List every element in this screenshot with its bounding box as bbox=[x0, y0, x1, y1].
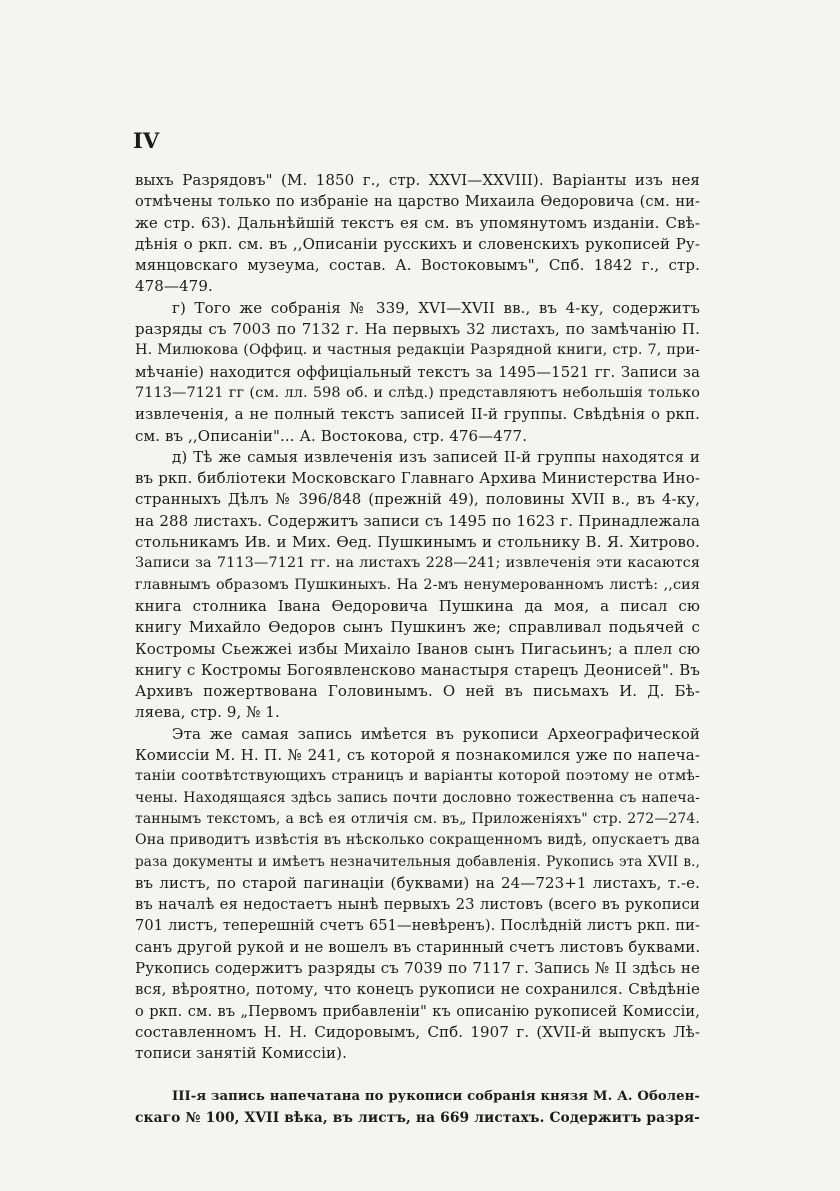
text-line: въ листъ, по старой пагинаціи (буквами) на 24—723+1 листахъ, т.-е. bbox=[135, 873, 700, 892]
text-line: странныхъ Дѣлъ № 396/848 (прежній 49), половины XVII в., въ 4-ку, bbox=[135, 490, 700, 509]
text-line: книга столника Івана Ѳедоровича Пушкина да моя, а писал сю bbox=[135, 596, 700, 615]
text-line: Она приводитъ извѣстія въ нѣсколько сокращенномъ видѣ, опускаетъ два bbox=[135, 832, 700, 849]
text-line: мѣчаніе) находится оффиціальный текстъ за 1495—1521 гг. Записи за bbox=[135, 363, 700, 381]
text-line: Комиссіи М. Н. П. № 241, съ которой я познакомился уже по напеча- bbox=[135, 746, 700, 765]
text-line: Записи за 7113—7121 гг. на листахъ 228—241; извлеченія эти касаются bbox=[135, 555, 700, 572]
text-line: тописи занятій Комиссіи). bbox=[135, 1044, 347, 1063]
text-line: см. въ ,,Описаніи"... А. Востокова, стр. 476—477. bbox=[135, 426, 528, 445]
text-line: г) Того же собранія № 339, XVI—XVII вв., въ 4-ку, содержитъ bbox=[172, 298, 700, 317]
text-line: стольникамъ Ив. и Мих. Ѳед. Пушкинымъ и стольнику В. Я. Хитрово. bbox=[135, 533, 700, 552]
paragraph-gap bbox=[135, 1064, 700, 1086]
body-text bbox=[135, 170, 700, 1129]
text-line: раза документы и имѣетъ незначительныя добавленія. Рукопись эта XVII в., bbox=[135, 853, 700, 870]
text-line: вся, вѣроятно, потому, что конецъ рукописи не сохранился. Свѣдѣніе bbox=[135, 980, 700, 999]
text-line: разряды съ 7003 по 7132 г. На первыхъ 32 листахъ, по замѣчанію П. bbox=[135, 320, 700, 339]
text-line: извлеченія, а не полный текстъ записей II-й группы. Свѣдѣнія о ркп. bbox=[135, 405, 700, 424]
page-number: IV bbox=[133, 128, 160, 153]
text-line: мянцовскаго музеума, состав. А. Востоковымъ", Спб. 1842 г., стр. bbox=[135, 256, 700, 275]
text-line: Н. Милюкова (Оффиц. и частныя редакціи Разрядной книги, стр. 7, при- bbox=[135, 342, 700, 359]
text-line: Костромы Сьежжеі избы Михаіло Іванов сынъ Пигасьинъ; а плел сю bbox=[135, 639, 700, 658]
text-line: 478—479. bbox=[135, 277, 213, 296]
text-line: книгу с Костромы Богоявленсково манастыря старецъ Деонисей". Въ bbox=[135, 660, 700, 679]
text-line: отмѣчены только по избраніе на царство Михаила Ѳедоровича (см. ни- bbox=[135, 193, 700, 211]
text-line: Эта же самая запись имѣется въ рукописи Археографической bbox=[172, 724, 700, 743]
text-line: чены. Находящаяся здѣсь запись почти дословно тожественна съ напеча- bbox=[135, 789, 700, 806]
text-line: выхъ Разрядовъ" (М. 1850 г., стр. XXVI—XXVIII). Варіанты изъ нея bbox=[135, 171, 700, 189]
text-line: 7113—7121 гг (см. лл. 598 об. и слѣд.) представляютъ небольшія только bbox=[135, 384, 700, 401]
text-line: III-я запись напечатана по рукописи собранія князя М. А. Оболен- bbox=[172, 1089, 700, 1105]
text-line: главнымъ образомъ Пушкиныхъ. На 2-мъ ненумерованномъ листѣ: ,,сия bbox=[135, 576, 700, 593]
text-line: таніи соотвѣтствующихъ страницъ и варіанты которой поэтому не отмѣ- bbox=[135, 768, 700, 785]
text-line: таннымъ текстомъ, а всѣ ея отличія см. въ„ Приложеніяхъ" стр. 272—274. bbox=[135, 810, 700, 827]
text-line: д) Тѣ же самыя извлеченія изъ записей II-й группы находятся и bbox=[172, 447, 700, 466]
text-line: составленномъ Н. Н. Сидоровымъ, Спб. 1907 г. (XVII-й выпускъ Лѣ- bbox=[135, 1022, 700, 1041]
text-line: санъ другой рукой и не вошелъ въ старинный счетъ листовъ буквами. bbox=[135, 937, 701, 956]
text-line: скаго № 100, XVII вѣка, въ листъ, на 669 листахъ. Содержитъ разря- bbox=[135, 1109, 700, 1126]
text-line: же стр. 63). Дальнѣйшій текстъ ея см. въ упомянутомъ изданіи. Свѣ- bbox=[135, 213, 700, 232]
text-line: Архивъ пожертвована Головинымъ. О ней въ письмахъ И. Д. Бѣ- bbox=[135, 682, 700, 701]
text-line: ляева, стр. 9, № 1. bbox=[135, 703, 280, 722]
text-line: Рукопись содержитъ разряды съ 7039 по 7117 г. Запись № II здѣсь не bbox=[135, 958, 700, 977]
text-line: въ ркп. библіотеки Московскаго Главнаго Архива Министерства Ино- bbox=[135, 469, 700, 488]
text-line: 701 листъ, теперешній счетъ 651—невѣренъ). Послѣдній листъ ркп. пи- bbox=[135, 917, 700, 935]
text-line: въ началѣ ея недостаетъ нынѣ первыхъ 23 листовъ (всего въ рукописи bbox=[135, 896, 700, 914]
text-line: дѣнія о ркп. см. въ ,,Описаніи русскихъ и словенскихъ рукописей Ру- bbox=[135, 234, 700, 253]
text-line: на 288 листахъ. Содержитъ записи съ 1495 по 1623 г. Принадлежала bbox=[135, 511, 700, 530]
text-line: книгу Михайло Ѳедоров сынъ Пушкинъ же; справливал подьячей с bbox=[135, 618, 700, 637]
text-line: о ркп. см. въ „Первомъ прибавленіи" къ описанію рукописей Комиссіи, bbox=[135, 1002, 700, 1020]
